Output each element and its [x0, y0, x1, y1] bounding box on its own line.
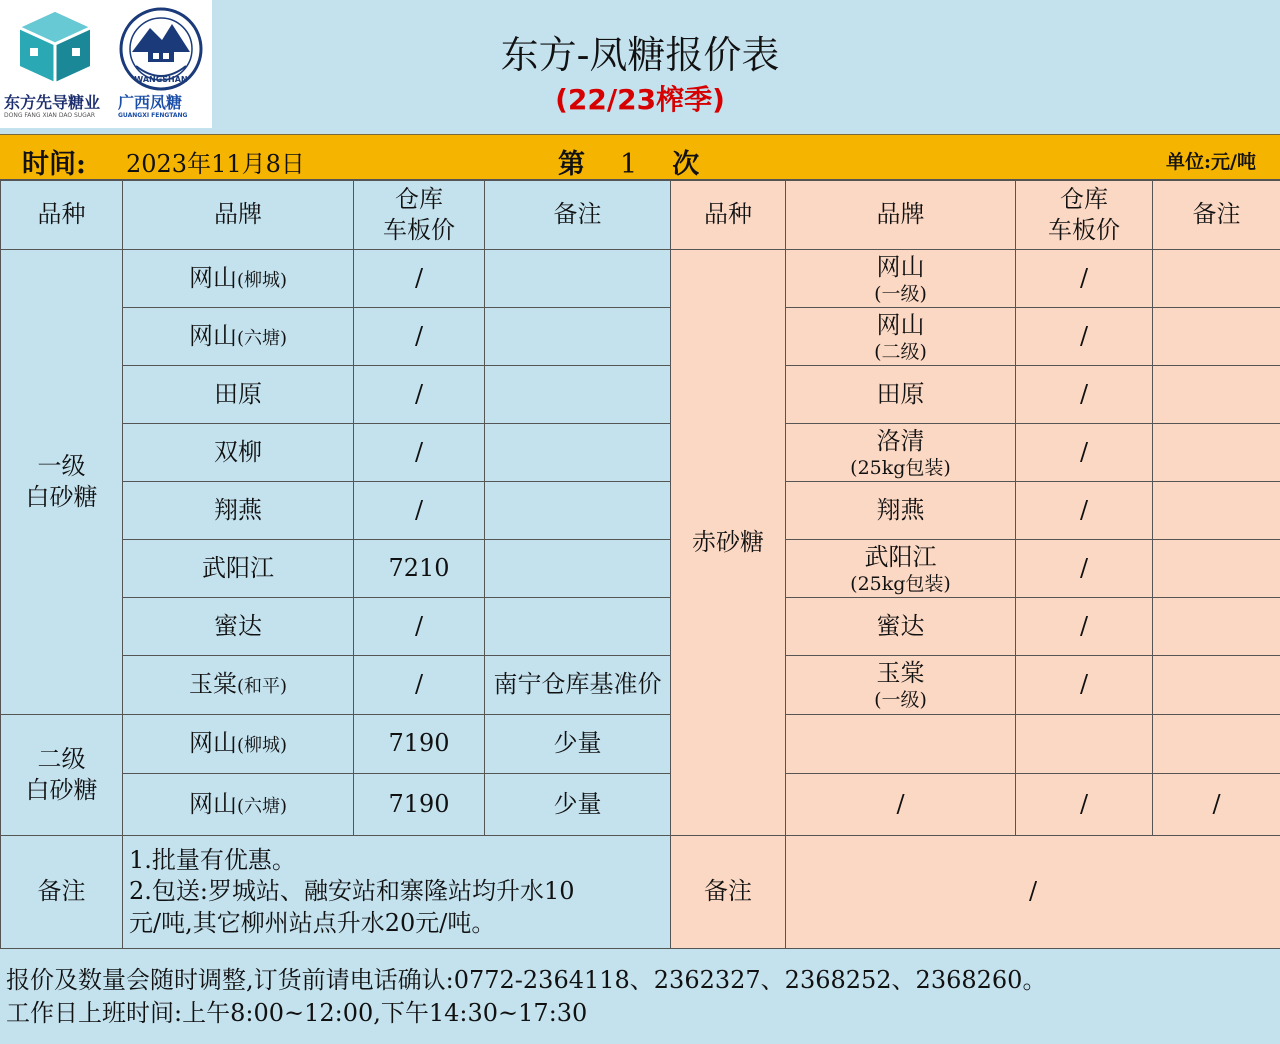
price-cell: /	[1016, 482, 1153, 540]
header-price-line1: 仓库	[395, 184, 443, 213]
brand-grade: (二级)	[874, 340, 927, 363]
brand-cell	[786, 656, 1016, 715]
fengtang-logo-english: GUANGXI FENGTANG	[118, 112, 188, 119]
unit-label: 单位:元/吨	[1166, 151, 1256, 173]
remark-cell	[485, 482, 671, 540]
brand-origin: (柳城)	[236, 735, 288, 757]
price-cell: /	[354, 656, 485, 715]
header-remark-left: 备注	[485, 181, 671, 250]
brand-grade: (25kg包装)	[850, 456, 951, 479]
remark-cell	[1153, 308, 1280, 366]
brand-grade: (一级)	[874, 282, 927, 305]
brand-cell	[123, 482, 354, 540]
brand-name: 网山	[876, 310, 925, 339]
remark-cell	[1153, 250, 1280, 308]
brand-cell	[786, 482, 1016, 540]
page-title-text: 东方-凤糖报价表	[500, 33, 780, 77]
dongfang-logo-name: 东方先导糖业	[4, 93, 101, 112]
notes-label-left: 备注	[1, 836, 123, 949]
quote-date: 2023年11月8日	[126, 150, 305, 178]
brand-name: 翔燕	[876, 495, 925, 524]
brand-name: 网山	[188, 321, 237, 350]
notes-value-right: /	[786, 836, 1280, 949]
price-cell: /	[354, 482, 485, 540]
brand-name: 玉棠	[876, 659, 925, 687]
remark-cell	[485, 598, 671, 656]
brand-name: 蜜达	[214, 611, 262, 640]
variety-line1: 二级	[37, 744, 86, 773]
remark-cell	[485, 250, 671, 308]
variety-line2: 白砂糖	[25, 776, 98, 804]
footer-hours-line: 工作日上班时间:上午8:00~12:00,下午14:30~17:30	[6, 999, 588, 1027]
brand-name: 网山	[188, 729, 237, 758]
brand-name: 蜜达	[876, 611, 925, 640]
table-row	[1, 656, 1280, 715]
round-indicator	[558, 142, 700, 181]
table-row	[1, 540, 1280, 598]
price-cell: /	[1016, 774, 1153, 836]
brand-origin: (六塘)	[236, 327, 288, 349]
remark-cell: 少量	[485, 774, 671, 836]
remark-cell	[1153, 715, 1280, 774]
header-variety-left: 品种	[1, 181, 123, 250]
remark-cell	[485, 366, 671, 424]
header-remark-right: 备注	[1153, 181, 1280, 250]
remark-cell: 少量	[485, 715, 671, 774]
variety-grade1-white	[1, 250, 123, 715]
header-price-left	[354, 181, 485, 250]
table-row	[1, 308, 1280, 366]
price-cell: /	[1016, 366, 1153, 424]
fengtang-logo-name: 广西凤糖	[118, 93, 183, 112]
notes-text	[123, 836, 671, 949]
page-title	[0, 24, 1280, 79]
header-price-line2: 车板价	[383, 216, 455, 244]
variety-line1: 一级	[37, 451, 86, 480]
variety-grade2-white	[1, 715, 123, 836]
header-brand-right: 品牌	[786, 181, 1016, 250]
brand-origin: (和平)	[236, 676, 288, 698]
remark-cell	[1153, 366, 1280, 424]
brand-cell	[786, 598, 1016, 656]
price-cell: /	[354, 308, 485, 366]
remark-cell: /	[1153, 774, 1280, 836]
table-row	[1, 774, 1280, 836]
brand-name: 网山	[188, 789, 237, 818]
table-row	[1, 366, 1280, 424]
brand-name: 网山	[876, 252, 925, 281]
price-cell: /	[1016, 656, 1153, 715]
price-table	[0, 180, 1280, 949]
note-line-2: 2.包送:罗城站、融安站和寨隆站均升水10	[129, 877, 575, 906]
brand-name: 网山	[188, 263, 237, 292]
price-cell: 7210	[354, 540, 485, 598]
table-row	[1, 598, 1280, 656]
dongfang-logo-english: DONG FANG XIAN DAO SUGAR	[4, 112, 96, 119]
brand-name: 双柳	[214, 437, 262, 466]
contact-footer	[0, 952, 1280, 1044]
remark-cell	[1153, 424, 1280, 482]
season-subtitle: (22/23榨季)	[555, 83, 725, 116]
table-row	[1, 424, 1280, 482]
brand-cell	[123, 598, 354, 656]
brand-name: 玉棠	[188, 670, 237, 699]
brand-cell	[123, 366, 354, 424]
brand-name: 洛清	[876, 426, 925, 455]
round-number: 1	[620, 149, 639, 180]
brand-cell	[123, 250, 354, 308]
price-cell: /	[354, 250, 485, 308]
brand-origin: (六塘)	[236, 795, 288, 817]
price-cell: /	[354, 598, 485, 656]
header-variety-right: 品种	[671, 181, 786, 250]
price-cell: /	[1016, 424, 1153, 482]
price-cell: /	[1016, 598, 1153, 656]
header-brand-left: 品牌	[123, 181, 354, 250]
remark-cell	[485, 308, 671, 366]
remark-cell	[1153, 482, 1280, 540]
brand-grade: (一级)	[874, 689, 927, 712]
header-price-right	[1016, 181, 1153, 250]
price-cell: 7190	[354, 774, 485, 836]
brand-cell	[123, 656, 354, 715]
variety-line2: 白砂糖	[25, 483, 98, 511]
round-suffix: 次	[672, 149, 701, 180]
brand-cell	[786, 540, 1016, 598]
brand-cell	[123, 774, 354, 836]
price-cell: /	[1016, 250, 1153, 308]
price-cell: /	[354, 366, 485, 424]
time-label: 时间:	[22, 149, 86, 180]
round-prefix: 第	[558, 149, 586, 180]
price-cell: 7190	[354, 715, 485, 774]
price-cell: /	[1016, 540, 1153, 598]
brand-cell	[786, 774, 1016, 836]
brand-cell	[786, 250, 1016, 308]
brand-name: 田原	[214, 379, 262, 408]
table-row	[1, 482, 1280, 540]
header-price-line1: 仓库	[1060, 184, 1108, 213]
variety-brown-sugar: 赤砂糖	[671, 250, 786, 836]
brand-grade: (25kg包装)	[850, 572, 951, 595]
note-line-3: 元/吨,其它柳州站点升水20元/吨。	[129, 908, 496, 937]
brand-cell	[123, 308, 354, 366]
brand-name: /	[896, 789, 905, 818]
date-round-bar	[0, 134, 1280, 180]
note-line-1: 1.批量有优惠。	[129, 846, 296, 875]
table-row	[1, 250, 1280, 308]
brand-name: 翔燕	[214, 495, 262, 524]
table-header-row	[1, 181, 1280, 250]
table-row	[1, 715, 1280, 774]
header-price-line2: 车板价	[1048, 216, 1120, 244]
brand-cell	[786, 424, 1016, 482]
price-cell: /	[354, 424, 485, 482]
brand-cell	[123, 424, 354, 482]
price-cell	[1016, 715, 1153, 774]
remark-cell	[485, 540, 671, 598]
brand-origin: (柳城)	[236, 269, 288, 291]
brand-cell	[786, 715, 1016, 774]
remark-cell	[485, 424, 671, 482]
notes-row	[1, 836, 1280, 949]
seal-text: WANGSHAN	[134, 75, 188, 84]
brand-name: 田原	[876, 379, 925, 408]
brand-cell	[786, 366, 1016, 424]
brand-name: 武阳江	[864, 542, 937, 571]
brand-name: 武阳江	[202, 553, 274, 582]
remark-cell	[1153, 540, 1280, 598]
brand-cell	[123, 715, 354, 774]
remark-cell	[1153, 656, 1280, 715]
brand-cell	[123, 540, 354, 598]
page-header	[0, 0, 1280, 133]
price-cell: /	[1016, 308, 1153, 366]
remark-cell: 南宁仓库基准价	[485, 656, 671, 715]
brand-cell	[786, 308, 1016, 366]
remark-cell	[1153, 598, 1280, 656]
notes-label-right: 备注	[671, 836, 786, 949]
footer-contact-line: 报价及数量会随时调整,订货前请电话确认:0772-2364118、2362327、2368252、2368260。	[6, 966, 1047, 994]
